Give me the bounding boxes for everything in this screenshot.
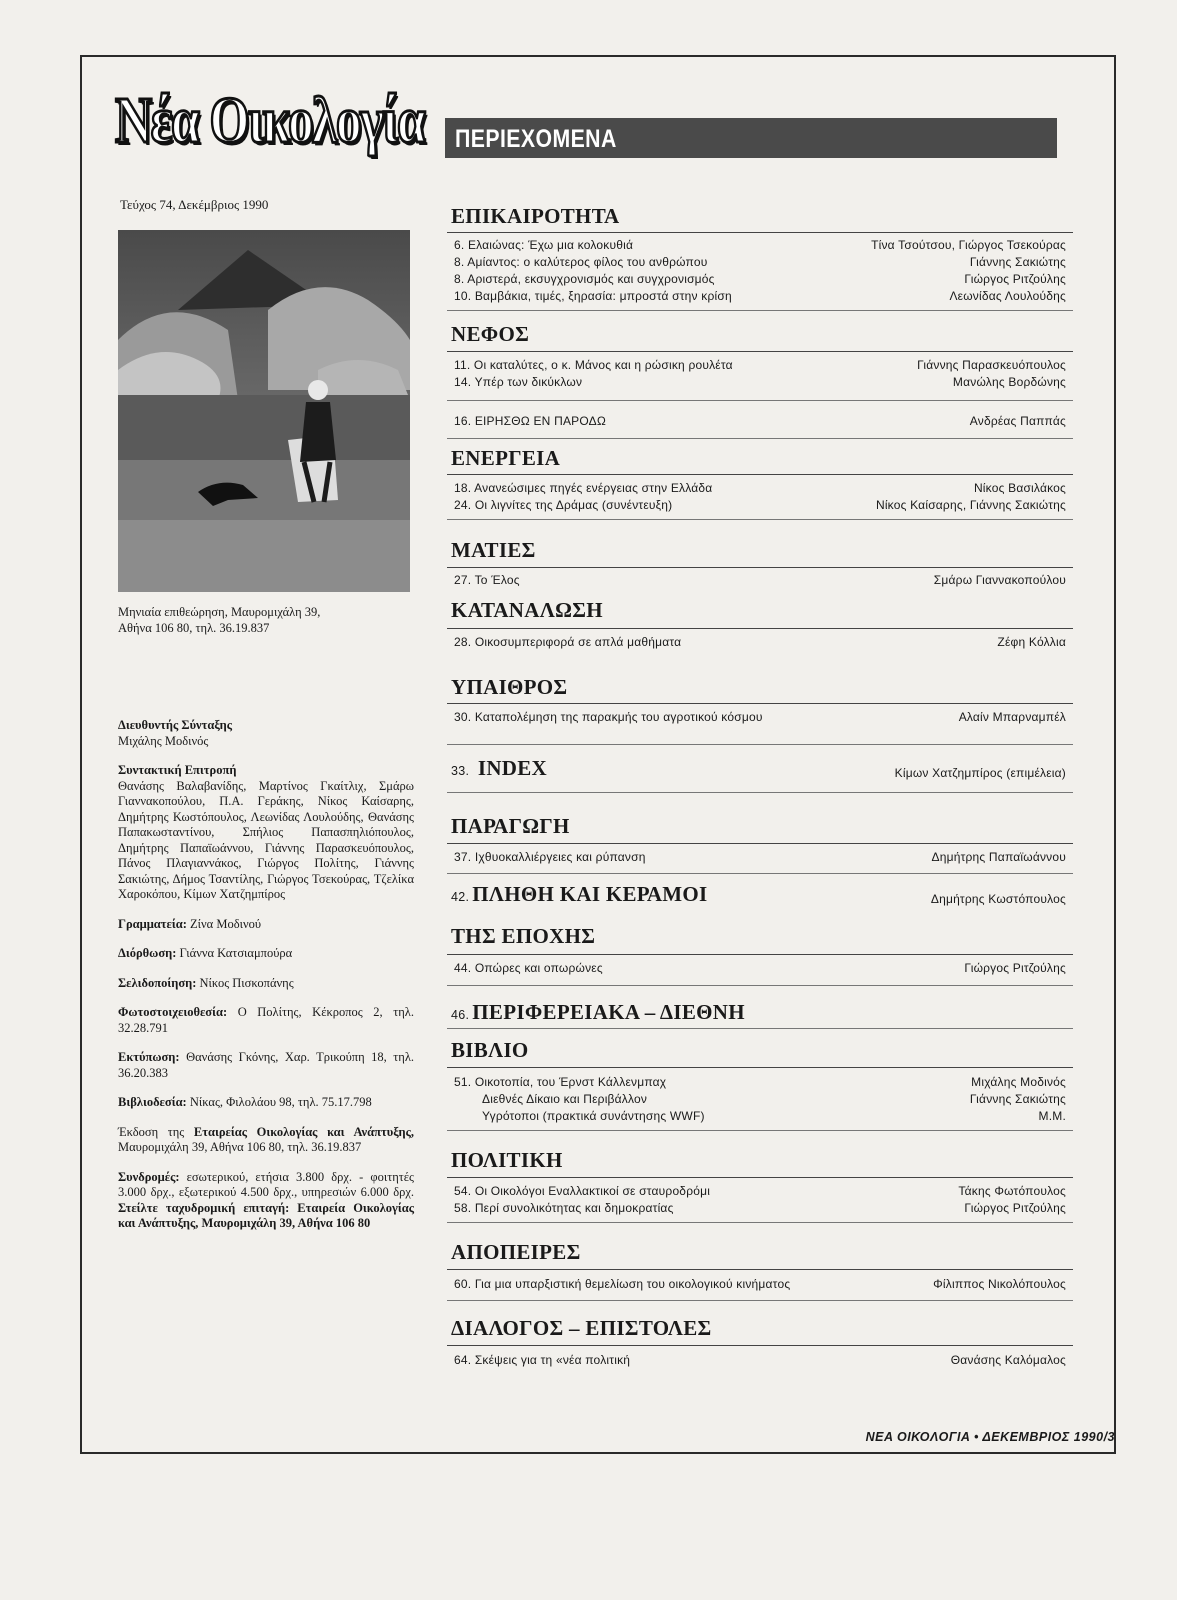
entry-title: 60. Για μια υπαρξιστική θεμελίωση του οικολογικού κινήματος [454,1277,791,1291]
section-rule [447,1130,1073,1131]
entry-title: 64. Σκέψεις για τη «νέα πολιτική [454,1353,631,1367]
entry-author: Ζέφη Κόλλια [997,635,1066,649]
credit-printing [118,1050,414,1081]
credit-proofreading [118,946,414,962]
entry-author: Δημήτρης Παπαϊωάννου [931,850,1066,864]
section-rule [447,400,1073,401]
section-rule [447,985,1073,986]
entry-author: Μανώλης Βορδώνης [952,375,1066,389]
entry-author: Τίνα Τσούτσου, Γιώργος Τσεκούρας [871,238,1066,252]
section-rule [447,232,1073,233]
entry-title: 44. Οπώρες και οπωρώνες [454,961,603,975]
credit-label: Βιβλιοδεσία: [118,1095,187,1109]
section-heading [451,882,708,907]
entry-author: Φίλιππος Νικολόπουλος [933,1277,1066,1291]
entry-author: Γιάννης Παρασκευόπουλος [917,358,1066,372]
entry-title: 8. Αμίαντος: ο καλύτερος φίλος του ανθρώπου [454,255,708,269]
section-heading: ΠΑΡΑΓΩΓΗ [451,814,570,838]
section-title: INDEX [477,756,548,780]
section-title: ΠΛΗΘΗ ΚΑΙ ΚΕΡΑΜΟΙ [472,882,708,906]
entry-author: Αλαίν Μπαρναμπέλ [958,710,1066,724]
credit-layout [118,976,414,992]
magazine-address-caption [118,604,410,636]
entry-author: Νίκος Βασιλάκος [973,481,1066,495]
section-rule [447,438,1073,439]
section-rule [447,351,1073,352]
entry-title: 14. Υπέρ των δικύκλων [454,375,583,389]
entry-title: 18. Ανανεώσιμες πηγές ενέργειας στην Ελλάδα [454,481,713,495]
credit-label: Εκτύπωση: [118,1050,180,1064]
magazine-masthead: Νέα Οικολογία [115,84,425,157]
entry-author: Κίμων Χατζημπίρος (επιμέλεια) [894,766,1066,780]
section-rule [447,744,1073,745]
section-rule [447,1028,1073,1029]
section-rule [447,1269,1073,1270]
entry-author: Θανάσης Καλόμαλος [950,1353,1066,1367]
credit-subscriptions [118,1170,414,1232]
credit-text: εσωτερικού, ετήσια 3.800 δρχ. - φοιτητές 3.000 δρχ., εξωτερικού 4.500 δρχ., υπηρεσιών 6.000 δρχ. [118,1169,414,1199]
credit-text: Ζίνα Μοδινού [190,916,262,931]
credit-publisher [118,1125,414,1156]
entry-author: Γιώργος Ριτζούλης [964,961,1066,975]
entry-author: Γιώργος Ριτζούλης [964,272,1066,286]
cover-illustration [118,230,410,592]
entry-title: 27. Το Έλος [454,573,520,587]
section-rule [447,1300,1073,1301]
section-heading: ΔΙΑΛΟΓΟΣ – ΕΠΙΣΤΟΛΕΣ [451,1316,712,1340]
entry-title: Υγρότοποι (πρακτικά συνάντησης WWF) [482,1109,705,1123]
section-heading: ΕΝΕΡΓΕΙΑ [451,446,561,470]
entry-title: 37. Ιχθυοκαλλιέργειες και ρύπανση [454,850,646,864]
entry-author: Μ.Μ. [1038,1109,1066,1123]
credit-text: Μαυρομιχάλη 39, Αθήνα 106 80, τηλ. 36.19.837 [118,1140,362,1154]
credit-binding [118,1095,414,1111]
section-rule [447,1177,1073,1178]
credit-editor [118,718,414,749]
entry-title: 6. Ελαιώνας: Έχω μια κολοκυθιά [454,238,634,252]
entry-author: Δημήτρης Κωστόπουλος [930,892,1066,906]
page-footer: ΝΕΑ ΟΙΚΟΛΟΓΙΑ • ΔΕΚΕΜΒΡΙΟΣ 1990/3 [865,1430,1115,1444]
contents-banner [445,118,1057,158]
section-heading: ΕΠΙΚΑΙΡΟΤΗΤΑ [451,204,620,228]
entry-author: Λεωνίδας Λουλούδης [949,289,1066,303]
section-rule [447,954,1073,955]
entry-title: 28. Οικοσυμπεριφορά σε απλά μαθήματα [454,635,682,649]
credit-text: Θανάσης Γκόνης, Χαρ. Τρικούπη 18, τηλ. 36.20.383 [118,1050,415,1080]
section-heading [451,756,547,781]
section-page-number: 33. [451,764,470,778]
entry-title: 30. Καταπολέμηση της παρακμής του αγροτικού κόσμου [454,710,763,724]
section-heading: ΒΙΒΛΙΟ [451,1038,529,1062]
section-rule [447,1345,1073,1346]
section-page-number: 42. [451,890,470,904]
section-rule [447,628,1073,629]
section-rule [447,310,1073,311]
credit-label: Φωτοστοιχειοθεσία: [118,1005,228,1019]
section-rule [447,703,1073,704]
caption-line: Μηνιαία επιθεώρηση, Μαυρομιχάλη 39, [118,605,321,619]
entry-title: 8. Αριστερά, εκσυγχρονισμός και συγχρονισμός [454,272,715,286]
section-title: ΠΕΡΙΦΕΡΕΙΑΚΑ – ΔΙΕΘΝΗ [472,1000,745,1024]
entry-title: 51. Οικοτοπία, του Έρνστ Κάλλενμπαχ [454,1075,667,1089]
credit-secretary [118,917,414,933]
entry-title: Διεθνές Δίκαιο και Περιβάλλον [482,1092,648,1106]
credit-text: Νίκος Πισκοπάνης [199,975,294,990]
section-rule [447,567,1073,568]
editorial-credits [118,718,414,1246]
credit-committee [118,763,414,903]
credit-label: Διόρθωση: [118,946,177,960]
credit-typesetting [118,1005,414,1036]
section-rule [447,873,1073,874]
credit-bold: Εταιρείας Οικολογίας και Ανάπτυξης, [193,1124,415,1139]
section-rule [447,792,1073,793]
credit-text: Γιάννα Κατσιαμπούρα [179,946,293,960]
entry-title: 16. ΕΙΡΗΣΘΩ ΕΝ ΠΑΡΟΔΩ [454,414,607,428]
credit-text: Νίκας, Φιλολάου 98, τηλ. 75.17.798 [189,1095,372,1109]
section-heading: ΠΟΛΙΤΙΚΗ [451,1148,563,1172]
credit-text: Ο Πολίτης, Κέκροπος 2, τηλ. 32.28.791 [118,1005,414,1035]
credit-text: Μιχάλης Μοδινός [118,733,209,748]
entry-author: Σμάρω Γιαννακοπούλου [933,573,1066,587]
entry-title: 10. Βαμβάκια, τιμές, ξηρασία: μπροστά στην κρίση [454,289,732,303]
issue-info: Τεύχος 74, Δεκέμβριος 1990 [120,197,269,212]
caption-line: Αθήνα 106 80, τηλ. 36.19.837 [118,621,270,635]
section-rule [447,1222,1073,1223]
section-heading: ΤΗΣ ΕΠΟΧΗΣ [451,924,596,948]
section-heading [451,1000,745,1025]
credit-label: Έκδοση της [118,1124,185,1139]
credit-bold: Στείλτε ταχυδρομική επιταγή: Εταιρεία Οικολογίας και Ανάπτυξης, Μαυρομιχάλη 39, Αθήνα 106 80 [118,1200,414,1230]
entry-title: 54. Οι Οικολόγοι Εναλλακτικοί σε σταυροδρόμι [454,1184,711,1198]
credit-label: Σελιδοποίηση: [118,975,197,990]
credit-label: Συνδρομές: [118,1169,180,1184]
entry-title: 24. Οι λιγνίτες της Δράμας (συνέντευξη) [454,498,673,512]
section-heading: ΑΠΟΠΕΙΡΕΣ [451,1240,581,1264]
entry-author: Μιχάλης Μοδινός [971,1075,1066,1089]
section-rule [447,474,1073,475]
credit-label: Συντακτική Επιτροπή [118,763,237,777]
entry-author: Νίκος Καίσαρης, Γιάννης Σακιώτης [875,498,1066,512]
entry-author: Γιάννης Σακιώτης [969,255,1066,269]
credit-label: Διευθυντής Σύνταξης [118,718,233,732]
section-rule [447,519,1073,520]
entry-author: Ανδρέας Παππάς [969,414,1066,428]
section-heading: ΝΕΦΟΣ [451,322,530,346]
contents-banner-label: ΠΕΡΙΕΧΟΜΕΝΑ [455,125,617,153]
section-rule [447,843,1073,844]
section-page-number: 46. [451,1008,470,1022]
entry-title: 58. Περί συνολικότητας και δημοκρατίας [454,1201,674,1215]
credit-label: Γραμματεία: [118,916,187,931]
credit-text: Θανάσης Βαλαβανίδης, Μαρτίνος Γκαίτλιχ, Σμάρω Γιαννακοπούλου, Π.Α. Γεράκης, Νίκος Καίσαρης, Δημήτρης Κωστόπουλος, Λεωνίδας Λουλούδης, Θανάσης Παπακωσταντίνου, Σπήλιος Παπασπηλιόπουλος, Δημήτρης Παπαϊωάννου, Γιάννης Παρασκευόπουλος, Πάνος Πλαγιαννάκος, Γιώργος Πολίτης, Γιάννης Σακιώτης, Δήμος Τσαντίλης, Γιώργος Τσεκούρας, Τζελίκα Χαροκόπου, Κίμων Χατζημπίρος [118,778,414,901]
entry-title: 11. Οι καταλύτες, ο κ. Μάνος και η ρώσικη ρουλέτα [454,358,733,372]
section-heading: ΜΑΤΙΕΣ [451,538,536,562]
section-heading: ΥΠΑΙΘΡΟΣ [451,675,568,699]
entry-author: Τάκης Φωτόπουλος [958,1184,1066,1198]
section-heading: ΚΑΤΑΝΑΛΩΣΗ [451,598,603,622]
entry-author: Γιάννης Σακιώτης [969,1092,1066,1106]
entry-author: Γιώργος Ριτζούλης [964,1201,1066,1215]
section-rule [447,1067,1073,1068]
